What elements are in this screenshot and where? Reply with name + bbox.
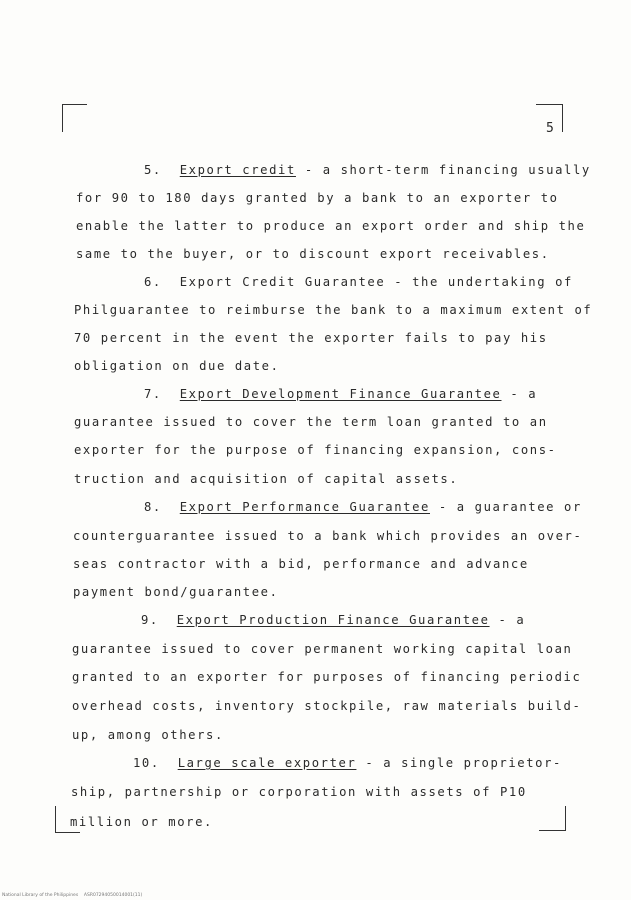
defined-term: Large scale exporter [177,756,357,770]
para-6-line-3: 70 percent in the event the exporter fails to pay his [74,331,548,345]
para-9-line-5: up, among others. [72,728,224,742]
item-number: 9. [141,613,159,627]
item-number: 7. [144,387,162,401]
para-10-line-2: ship, partnership or corporation with assets of P10 [71,785,527,799]
para-7-line-2: guarantee issued to cover the term loan granted to an [74,415,548,429]
para-9-line-3: granted to an exporter for purposes of financing periodic [72,670,582,684]
para-8-line-3: seas contractor with a bid, performance and advance [73,557,529,571]
defined-term: Export credit [179,163,296,177]
para-6-line-1: 6. Export Credit Guarantee - the undertaking of [144,275,573,289]
defined-term: Export Performance Guarantee [179,500,430,514]
item-number: 10. [133,756,160,770]
item-number: 6. [144,275,162,289]
item-number: 8. [144,500,162,514]
para-6-line-4: obligation on due date. [74,359,280,373]
para-10-line-1: 10. Large scale exporter - a single proprietor- [133,756,562,770]
para-7-line-1: 7. Export Development Finance Guarantee - a [144,387,538,401]
defined-term: Export Development Finance Guarantee [179,387,502,401]
para-9-line-2: guarantee issued to cover permanent working capital loan [72,642,573,656]
item-number: 5. [144,163,162,177]
para-9-line-1: 9. Export Production Finance Guarantee - a [141,613,526,627]
para-5-line-3: enable the latter to produce an export order and ship the [76,219,586,233]
para-7-line-3: exporter for the purpose of financing expansion, cons- [74,443,557,457]
para-5-line-4: same to the buyer, or to discount export receivables. [76,247,550,261]
para-5-line-2: for 90 to 180 days granted by a bank to an exporter to [76,191,559,205]
crop-mark-top-left [62,104,87,132]
para-10-line-3: million or more. [70,815,213,829]
page-number: 5 [546,121,554,136]
crop-mark-bottom-right [539,806,566,831]
scan-footer: National Library of the Philippines ASR07294050014001(11) [2,893,143,898]
para-5-line-1: 5. Export credit - a short-term financing usually [144,163,591,177]
para-7-line-4: truction and acquisition of capital assets. [74,472,459,486]
defined-term: Export Production Finance Guarantee [176,613,490,627]
para-8-line-1: 8. Export Performance Guarantee - a guarantee or [144,500,582,514]
para-9-line-4: overhead costs, inventory stockpile, raw materials build- [72,699,582,713]
para-6-line-2: Philguarantee to reimburse the bank to a maximum extent of [74,303,593,317]
para-8-line-2: counterguarantee issued to a bank which provides an over- [73,529,583,543]
para-8-line-4: payment bond/guarantee. [73,585,279,599]
